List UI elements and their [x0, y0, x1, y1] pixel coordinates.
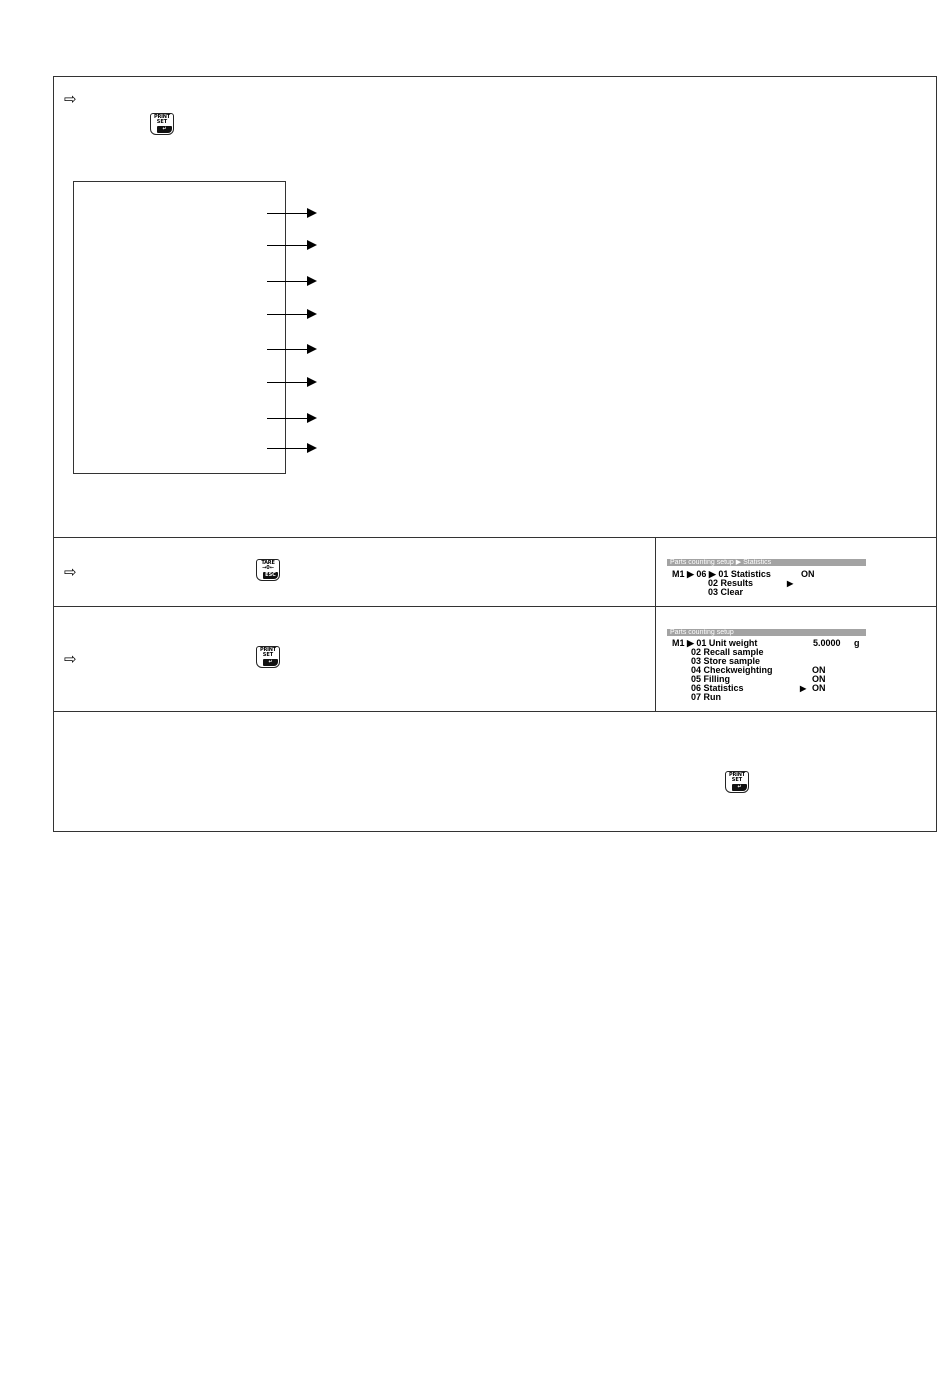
display-row-value: ON: [812, 683, 826, 693]
display-row: 03 Clear: [708, 587, 744, 596]
display-row: 06 Statistics: [691, 683, 744, 693]
key-label-mid: SET: [156, 119, 168, 125]
key-label-top: PRINT: [729, 772, 745, 778]
print-set-key-icon: [150, 113, 174, 135]
row-divider: [53, 711, 937, 712]
connector-line: [267, 213, 307, 214]
arrow-head-icon: [307, 413, 317, 423]
display-row: 04 Checkweighting: [691, 665, 773, 675]
print-set-key-icon: [256, 646, 280, 668]
row-divider: [53, 606, 937, 607]
arrow-head-icon: [307, 443, 317, 453]
display-row: 07 Run: [691, 692, 722, 702]
display-parts-counting-setup: [667, 629, 866, 702]
display-statistics: [667, 559, 866, 596]
key-label-mid: SET: [731, 777, 743, 783]
display-row: 05 Filling: [691, 674, 731, 684]
arrow-head-icon: [307, 276, 317, 286]
connector-line: [267, 245, 307, 246]
display-row: 02 Recall sample: [691, 647, 764, 657]
key-label-mid: SET: [262, 652, 274, 658]
key-label-top: PRINT: [154, 114, 170, 120]
connector-line: [267, 349, 307, 350]
cursor-marker-icon: ▶: [800, 684, 807, 693]
arrow-head-icon: [307, 208, 317, 218]
tare-esc-key-icon: [256, 559, 280, 581]
key-label-mid: →0←: [262, 565, 274, 571]
key-label-top: TARE: [261, 560, 275, 566]
display-row-value: 5.0000: [813, 638, 841, 648]
key-label-bottom: ↵: [157, 126, 172, 133]
display-header: Parts counting setup ▶ Statistics: [667, 559, 866, 566]
print-set-key-icon: [725, 771, 749, 793]
display-row: 03 Store sample: [691, 656, 761, 666]
display-row-value: ON: [801, 569, 815, 579]
display-row-value: ON: [812, 674, 826, 684]
display-row-value: ON: [812, 665, 826, 675]
step-arrow-icon: ⇨: [64, 650, 77, 668]
connector-line: [267, 281, 307, 282]
connector-line: [267, 418, 307, 419]
key-label-bottom: ↵: [732, 784, 747, 791]
display-row: M1 ▶ 01 Unit weight: [672, 638, 758, 648]
column-divider: [655, 537, 656, 711]
display-row-unit: g: [854, 638, 860, 648]
row-divider: [53, 537, 937, 538]
menu-tree-box: [73, 181, 286, 474]
arrow-head-icon: [307, 309, 317, 319]
display-header: Parts counting setup: [667, 629, 866, 636]
key-label-bottom: ↵: [263, 659, 278, 666]
key-label-top: PRINT: [260, 647, 276, 653]
arrow-head-icon: [307, 377, 317, 387]
cursor-marker-icon: ▶: [787, 579, 794, 588]
display-row: M1 ▶ 06 ▶ 01 Statistics: [672, 569, 771, 579]
connector-line: [267, 314, 307, 315]
step-arrow-icon: ⇨: [64, 563, 77, 581]
connector-line: [267, 448, 307, 449]
arrow-head-icon: [307, 344, 317, 354]
key-label-bottom: ESC: [263, 572, 278, 579]
display-row: 02 Results: [708, 578, 754, 588]
arrow-head-icon: [307, 240, 317, 250]
step-arrow-icon: ⇨: [64, 90, 77, 108]
connector-line: [267, 382, 307, 383]
